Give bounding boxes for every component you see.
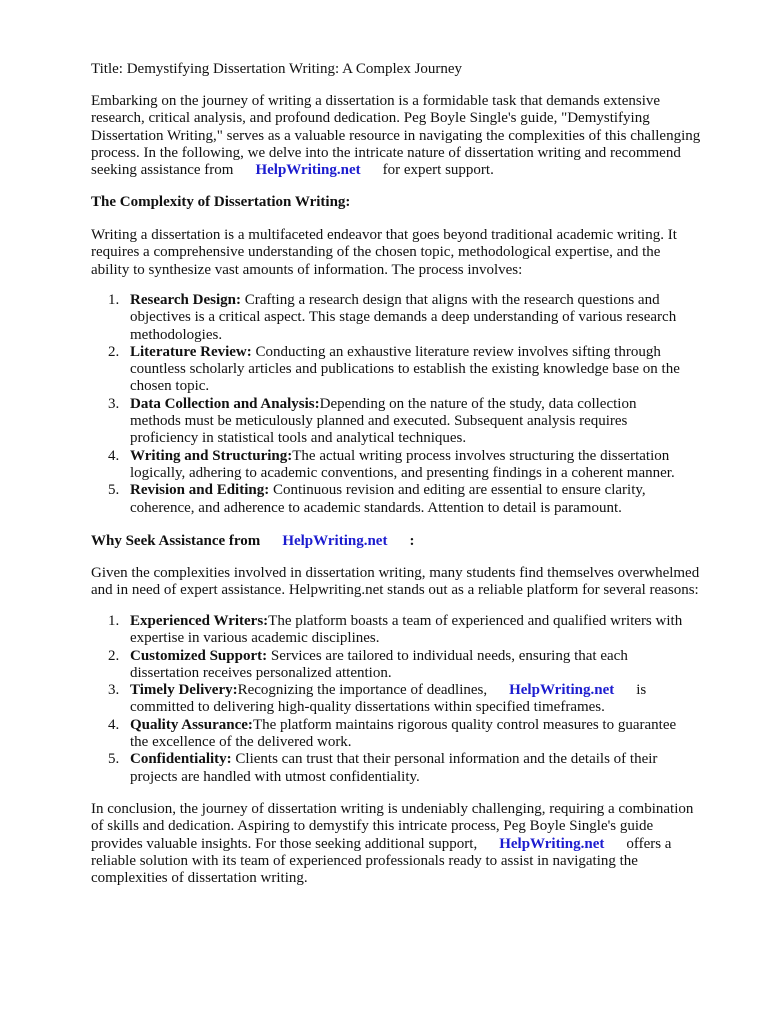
text-line	[130, 682, 731, 699]
text-line	[130, 717, 731, 734]
section1-heading	[91, 194, 731, 211]
text: provides valuable insights. For those seeking additional support,	[91, 835, 478, 852]
item-number: 4.	[108, 716, 120, 733]
helpwriting-link[interactable]: HelpWriting.net	[282, 533, 388, 549]
text-line	[91, 162, 731, 179]
text-line: logically, adhering to academic conventions, and presenting findings in a coherent manner.	[130, 464, 675, 481]
item-label: Revision and Editing:	[130, 482, 270, 499]
item-label: Confidentiality:	[130, 751, 232, 768]
text-line: dissertation receives personalized attention.	[130, 664, 392, 681]
item-number: 1.	[108, 292, 120, 308]
text-line: objectives is a critical aspect. This stage demands a deep understanding of various research	[130, 309, 677, 326]
item-text: Services are tailored to individual needs, ensuring that each	[267, 647, 628, 664]
text-line	[130, 344, 731, 361]
text-line: countless scholarly articles and publications to establish the existing knowledge base on the	[130, 361, 680, 378]
list-item	[91, 344, 731, 396]
helpwriting-link[interactable]: HelpWriting.net	[509, 682, 615, 699]
intro-paragraph	[91, 93, 731, 179]
reasons-list	[91, 613, 731, 786]
item-number: 2.	[108, 647, 120, 664]
heading-colon: :	[409, 533, 415, 549]
text-line	[130, 292, 731, 309]
item-label: Writing and Structuring:	[130, 447, 293, 464]
text-line: methods must be meticulously planned and executed. Subsequent analysis requires	[130, 413, 628, 430]
helpwriting-link[interactable]: HelpWriting.net	[255, 162, 361, 179]
text-line: research, critical analysis, and profound dedication. Peg Boyle Single's guide, "Demystifying	[91, 110, 650, 127]
text-line: proficiency in statistical tools and analytical techniques.	[130, 430, 467, 447]
list-item	[91, 751, 731, 786]
text-line: committed to delivering high-quality dissertations within specified timeframes.	[130, 699, 605, 716]
conclusion-paragraph	[91, 801, 731, 887]
list-item	[91, 292, 731, 344]
item-text: Continuous revision and editing are essential to ensure clarity,	[269, 482, 646, 499]
process-list	[91, 292, 731, 517]
item-text: Recognizing the importance of deadlines,	[237, 682, 488, 699]
item-label: Quality Assurance:	[130, 716, 253, 733]
title-text: Title: Demystifying Dissertation Writing: A Complex Journey	[91, 61, 463, 77]
text-line: and in need of expert assistance. Helpwriting.net stands out as a reliable platform for several reasons:	[91, 582, 699, 599]
list-item	[91, 648, 731, 683]
list-item	[91, 717, 731, 752]
text-line	[130, 751, 731, 768]
item-text: Depending on the nature of the study, data collection	[319, 395, 637, 412]
text-line: projects are handled with utmost confidentiality.	[130, 768, 420, 785]
section1-paragraph	[91, 227, 731, 279]
item-label: Research Design:	[130, 292, 241, 308]
item-label: Literature Review:	[130, 343, 252, 360]
heading-text	[91, 533, 731, 550]
item-label: Experienced Writers:	[130, 613, 269, 629]
item-number: 5.	[108, 482, 120, 499]
item-text: The platform maintains rigorous quality control measures to guarantee	[252, 716, 677, 733]
text-line: of skills and dedication. Aspiring to demystify this intricate process, Peg Boyle Single's guide	[91, 818, 654, 835]
heading-text: The Complexity of Dissertation Writing:	[91, 194, 351, 210]
item-text: Crafting a research design that aligns with the research questions and	[240, 292, 660, 308]
text-line: In conclusion, the journey of dissertation writing is undeniably challenging, requiring a combination	[91, 801, 694, 817]
text-line	[91, 836, 731, 853]
text: seeking assistance from	[91, 162, 234, 179]
text-line: complexities of dissertation writing.	[91, 870, 308, 887]
list-item	[91, 482, 731, 517]
item-text: is	[636, 682, 647, 699]
list-item	[91, 448, 731, 483]
item-text: Clients can trust that their personal information and the details of their	[231, 751, 658, 768]
text-line: requires a comprehensive understanding of the chosen topic, methodological expertise, and the	[91, 244, 661, 261]
item-number: 1.	[108, 613, 120, 629]
heading-text-before: Why Seek Assistance from	[91, 533, 261, 549]
item-label: Customized Support:	[130, 647, 268, 664]
section2-paragraph	[91, 565, 731, 600]
item-text: Conducting an exhaustive literature review involves sifting through	[251, 343, 661, 360]
text-line: the excellence of the delivered work.	[130, 734, 352, 751]
text: for expert support.	[382, 162, 494, 179]
text-line: Embarking on the journey of writing a dissertation is a formidable task that demands extensive	[91, 93, 661, 109]
text-line: chosen topic.	[130, 378, 210, 395]
document-title	[91, 61, 731, 78]
text-line	[130, 613, 731, 630]
text-line: methodologies.	[130, 326, 223, 343]
item-number: 3.	[108, 682, 120, 699]
text-line: expertise in various academic disciplines.	[130, 630, 380, 647]
item-text: The platform boasts a team of experienced and qualified writers with	[268, 613, 683, 629]
list-item	[91, 396, 731, 448]
item-number: 5.	[108, 751, 120, 768]
list-item	[91, 613, 731, 648]
text-line: Writing a dissertation is a multifaceted endeavor that goes beyond traditional academic writing. It	[91, 227, 677, 243]
list-item	[91, 682, 731, 717]
text-line: Dissertation Writing," serves as a valuable resource in navigating the complexities of this challenging	[91, 127, 701, 144]
section2-heading	[91, 533, 731, 550]
text-line: Given the complexities involved in dissertation writing, many students find themselves overwhelmed	[91, 565, 700, 581]
text-line: coherence, and adherence to academic standards. Attention to detail is paramount.	[130, 499, 622, 516]
text-line	[130, 482, 731, 499]
item-number: 3.	[108, 395, 120, 412]
item-label: Timely Delivery:	[130, 682, 238, 699]
text-line: ability to synthesize vast amounts of information. The process involves:	[91, 261, 523, 278]
item-number: 4.	[108, 447, 120, 464]
text-line	[130, 396, 731, 413]
text-line: process. In the following, we delve into the intricate nature of dissertation writing and recommend	[91, 144, 681, 161]
helpwriting-link[interactable]: HelpWriting.net	[499, 835, 605, 852]
item-number: 2.	[108, 343, 120, 360]
item-text: The actual writing process involves structuring the dissertation	[292, 447, 670, 464]
text-line	[130, 448, 731, 465]
text-line	[130, 648, 731, 665]
item-label: Data Collection and Analysis:	[130, 395, 320, 412]
text: offers a	[626, 835, 672, 852]
text-line: reliable solution with its team of experienced professionals ready to assist in navigating the	[91, 852, 638, 869]
